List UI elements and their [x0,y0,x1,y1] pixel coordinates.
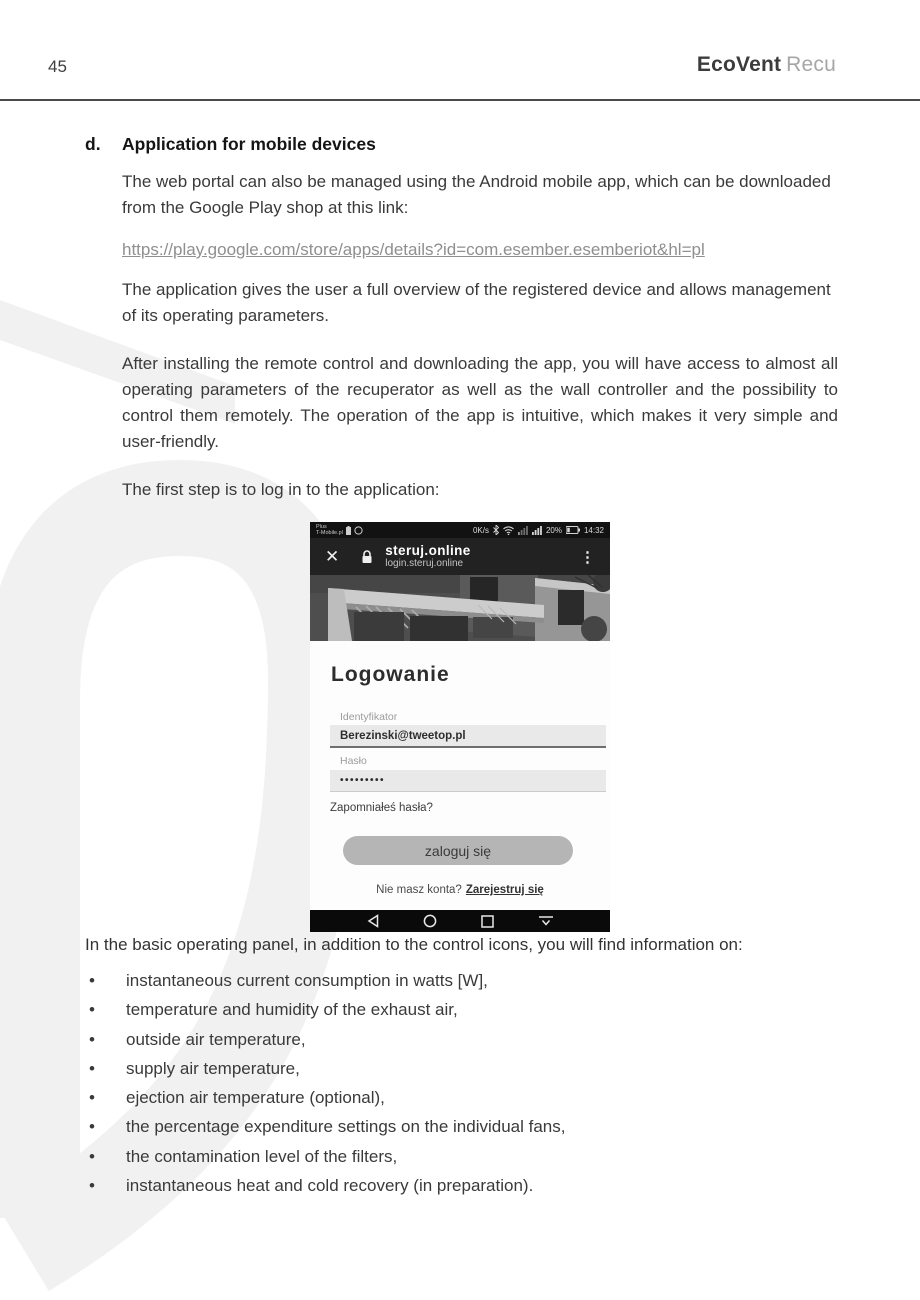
paragraph-overview: The application gives the user a full overview of the registered device and allows management of its operating parameters. [122,280,831,325]
list-item: • the percentage expenditure settings on the individual fans, [85,1112,855,1141]
status-left [316,524,363,536]
list-item: • instantaneous heat and cold recovery (in preparation). [85,1171,855,1200]
section-title-text: Application for mobile devices [122,134,376,154]
info-list-section [85,933,855,1200]
whatsapp-icon [354,526,363,535]
section-content [85,134,838,503]
list-item: • outside air temperature, [85,1025,855,1054]
battery-percent: 20% [545,525,562,535]
carrier-label: Plus T-Mobile.pl [316,524,343,536]
battery-icon [566,526,580,534]
home-icon [423,914,437,928]
back-icon [367,914,379,928]
lock-icon [361,550,373,564]
identifier-input: Berezinski@tweetop.pl [330,725,606,748]
page-number: 45 [48,57,67,76]
bullet-icon: • [89,1117,95,1137]
no-account-text: Nie masz konta? [376,884,462,896]
wifi-icon [503,526,514,535]
bullet-icon: • [89,1146,95,1166]
data-rate: 0K/s [472,525,489,535]
register-link: Zarejestruj się [465,884,544,896]
status-right [473,525,604,535]
register-row [310,884,610,896]
bullet-icon: • [89,1176,95,1196]
recents-icon [481,915,494,928]
site-url: login.steruj.online [385,558,464,570]
password-label: Hasło [340,755,367,767]
small-battery-icon [346,526,351,535]
password-input: ••••••••• [330,770,606,792]
bullet-icon: • [89,971,95,990]
phone-screenshot [310,522,610,932]
list-item: • supply air temperature, [85,1054,855,1083]
login-heading: Logowanie [331,663,450,686]
brand-name-light: Recu [786,53,836,76]
phone-browser-bar [310,538,610,575]
login-button: zaloguj się [343,836,573,865]
bullet-icon: • [89,1000,95,1020]
bullet-icon: • [89,1088,95,1108]
house-photo [310,575,610,641]
list-item: • the contamination level of the filters, [85,1142,855,1171]
bullet-list [85,966,855,1200]
login-screen [310,641,610,910]
section-heading [85,134,838,155]
overflow-menu-icon: ⋮ [580,548,595,566]
signal-bars-full-icon [532,526,542,535]
brand-name-bold: EcoVent [696,53,782,76]
bullet-icon: • [89,1029,95,1049]
hide-keyboard-icon [538,915,554,927]
identifier-label: Identyfikator [340,711,398,723]
phone-status-bar [310,522,610,538]
list-intro: In the basic operating panel, in addition to the control icons, you will find information on: [85,935,743,954]
paragraph-install: After installing the remote control and downloading the app, you will have access to almost all operating parameters of the recuperator as well as the wall controller and the possibility to control them remotely. The operation of the app is intuitive, which makes it very simple and user-friendly. [122,354,838,451]
bluetooth-icon [493,525,499,535]
google-play-link[interactable]: https://play.google.com/store/apps/details?id=com.esember.esemberiot&hl=pl [122,240,705,259]
signal-bars-weak-icon [518,526,528,535]
clock-time: 14:32 [583,525,604,535]
bullet-icon: • [89,1058,95,1078]
section-letter: d. [85,134,101,154]
list-item: • instantaneous current consumption in watts [W], [85,966,855,995]
android-nav-bar [310,910,610,932]
paragraph-first-step: The first step is to log in to the application: [122,480,440,499]
site-identity [385,543,470,569]
list-item: • temperature and humidity of the exhaust air, [85,995,855,1024]
paragraph-intro: The web portal can also be managed using the Android mobile app, which can be downloaded from the Google Play shop at this link: [122,172,831,217]
site-title: steruj.online [385,543,471,559]
forgot-password-link: Zapomniałeś hasła? [330,802,433,814]
brand-logo [697,53,836,77]
close-icon: ✕ [325,546,340,566]
list-item: • ejection air temperature (optional), [85,1083,855,1112]
header-divider [0,99,920,101]
